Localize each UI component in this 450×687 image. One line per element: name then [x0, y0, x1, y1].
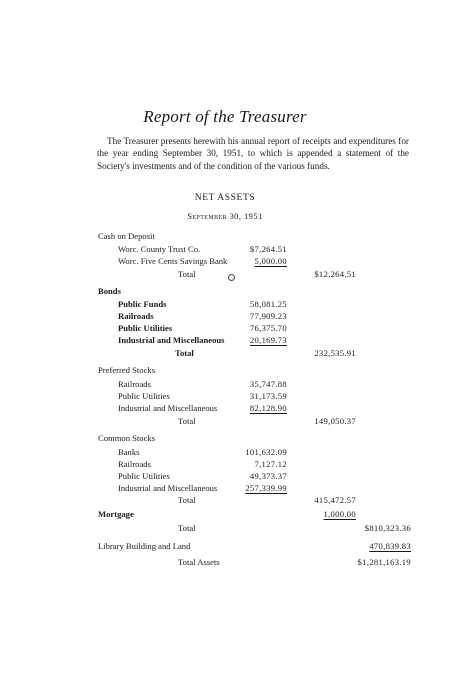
row-amount: 257,339.99: [245, 483, 287, 493]
row-label: Public Utilities: [118, 323, 173, 333]
row-amount: 58,081.25: [249, 299, 287, 309]
section-label: Common Stocks: [98, 433, 156, 443]
total-label: Total: [178, 269, 196, 279]
section-cash: [0, 230, 450, 242]
table-row: [0, 378, 450, 390]
row-amount: 31,173.59: [249, 391, 287, 401]
ink-blot-mark: [228, 274, 235, 281]
row-amount: 470,839.83: [369, 541, 411, 551]
total-row: [0, 415, 450, 427]
row-label: Library Building and Land: [98, 541, 191, 551]
table-row: [0, 298, 450, 310]
row-amount: 1,000.00: [323, 509, 356, 519]
grand-total-row: [0, 522, 450, 534]
row-label: Public Utilities: [118, 391, 170, 401]
table-row: [0, 446, 450, 458]
total-row: [0, 347, 450, 359]
row-label: Mortgage: [98, 509, 134, 519]
report-title: Report of the Treasurer: [143, 107, 307, 126]
row-amount: 76,375.70: [249, 323, 287, 333]
row-amount: 20,169.73: [249, 335, 287, 345]
row-label: Banks: [118, 447, 140, 457]
row-label: Industrial and Miscellaneous: [118, 483, 218, 493]
row-label: Railroads: [118, 459, 151, 469]
total-amount: $12,264.51: [314, 269, 356, 279]
table-row: [0, 334, 450, 346]
row-label: Worc. Five Cents Savings Bank: [118, 256, 228, 266]
statement-date: September 30, 1951: [187, 211, 263, 221]
intro-paragraph: The Treasurer presents herewith his annual report of receipts and expenditures for the year ending September 30, 1951, to which is appended a statement of the Society's investments and of the condition of the various funds.: [97, 136, 409, 171]
row-amount: 77,909.23: [249, 311, 287, 321]
table-row: [0, 310, 450, 322]
row-amount: 35,747.88: [249, 379, 287, 389]
table-row: [0, 243, 450, 255]
row-label: Railroads: [118, 379, 151, 389]
row-label: Worc. County Trust Co.: [118, 244, 201, 254]
total-row: [0, 494, 450, 506]
row-amount: 101,632.09: [245, 447, 287, 457]
row-label: Railroads: [118, 311, 154, 321]
table-row: [0, 390, 450, 402]
table-row: [0, 402, 450, 414]
total-amount: 415,472.57: [314, 495, 356, 505]
section-label: Preferred Stocks: [98, 365, 156, 375]
row-label: Public Utilities: [118, 471, 170, 481]
section-label: Cash on Deposit: [98, 231, 155, 241]
section-common: [0, 432, 450, 444]
section-preferred: [0, 364, 450, 376]
section-bonds: [0, 285, 450, 297]
table-row: [0, 470, 450, 482]
net-assets-heading: NET ASSETS: [194, 193, 256, 203]
table-row: [0, 322, 450, 334]
table-row: [0, 458, 450, 470]
row-amount: 82,128.90: [249, 403, 287, 413]
table-row: [0, 482, 450, 494]
total-amount: $810,323.36: [364, 523, 411, 533]
table-row: [0, 255, 450, 267]
row-amount: 7,127.12: [254, 459, 287, 469]
row-amount: 49,373.37: [249, 471, 287, 481]
total-label: Total: [178, 523, 196, 533]
total-label: Total: [175, 348, 194, 358]
section-label: Bonds: [98, 286, 121, 296]
row-amount: $7,264.51: [249, 244, 287, 254]
row-amount: 5,000.00: [254, 256, 287, 266]
total-label: Total: [178, 495, 196, 505]
total-amount: $1,281,163.19: [357, 557, 411, 567]
row-label: Industrial and Miscellaneous: [118, 335, 225, 345]
total-amount: 149,050.37: [314, 416, 356, 426]
row-label: Public Funds: [118, 299, 167, 309]
row-label: Industrial and Miscellaneous: [118, 403, 218, 413]
total-label: Total: [178, 416, 196, 426]
total-label: Total Assets: [178, 557, 220, 567]
total-amount: 232,535.91: [314, 348, 356, 358]
mortgage-row: [0, 508, 450, 520]
total-row: [0, 268, 450, 280]
library-row: [0, 540, 450, 552]
total-assets-row: [0, 556, 450, 568]
